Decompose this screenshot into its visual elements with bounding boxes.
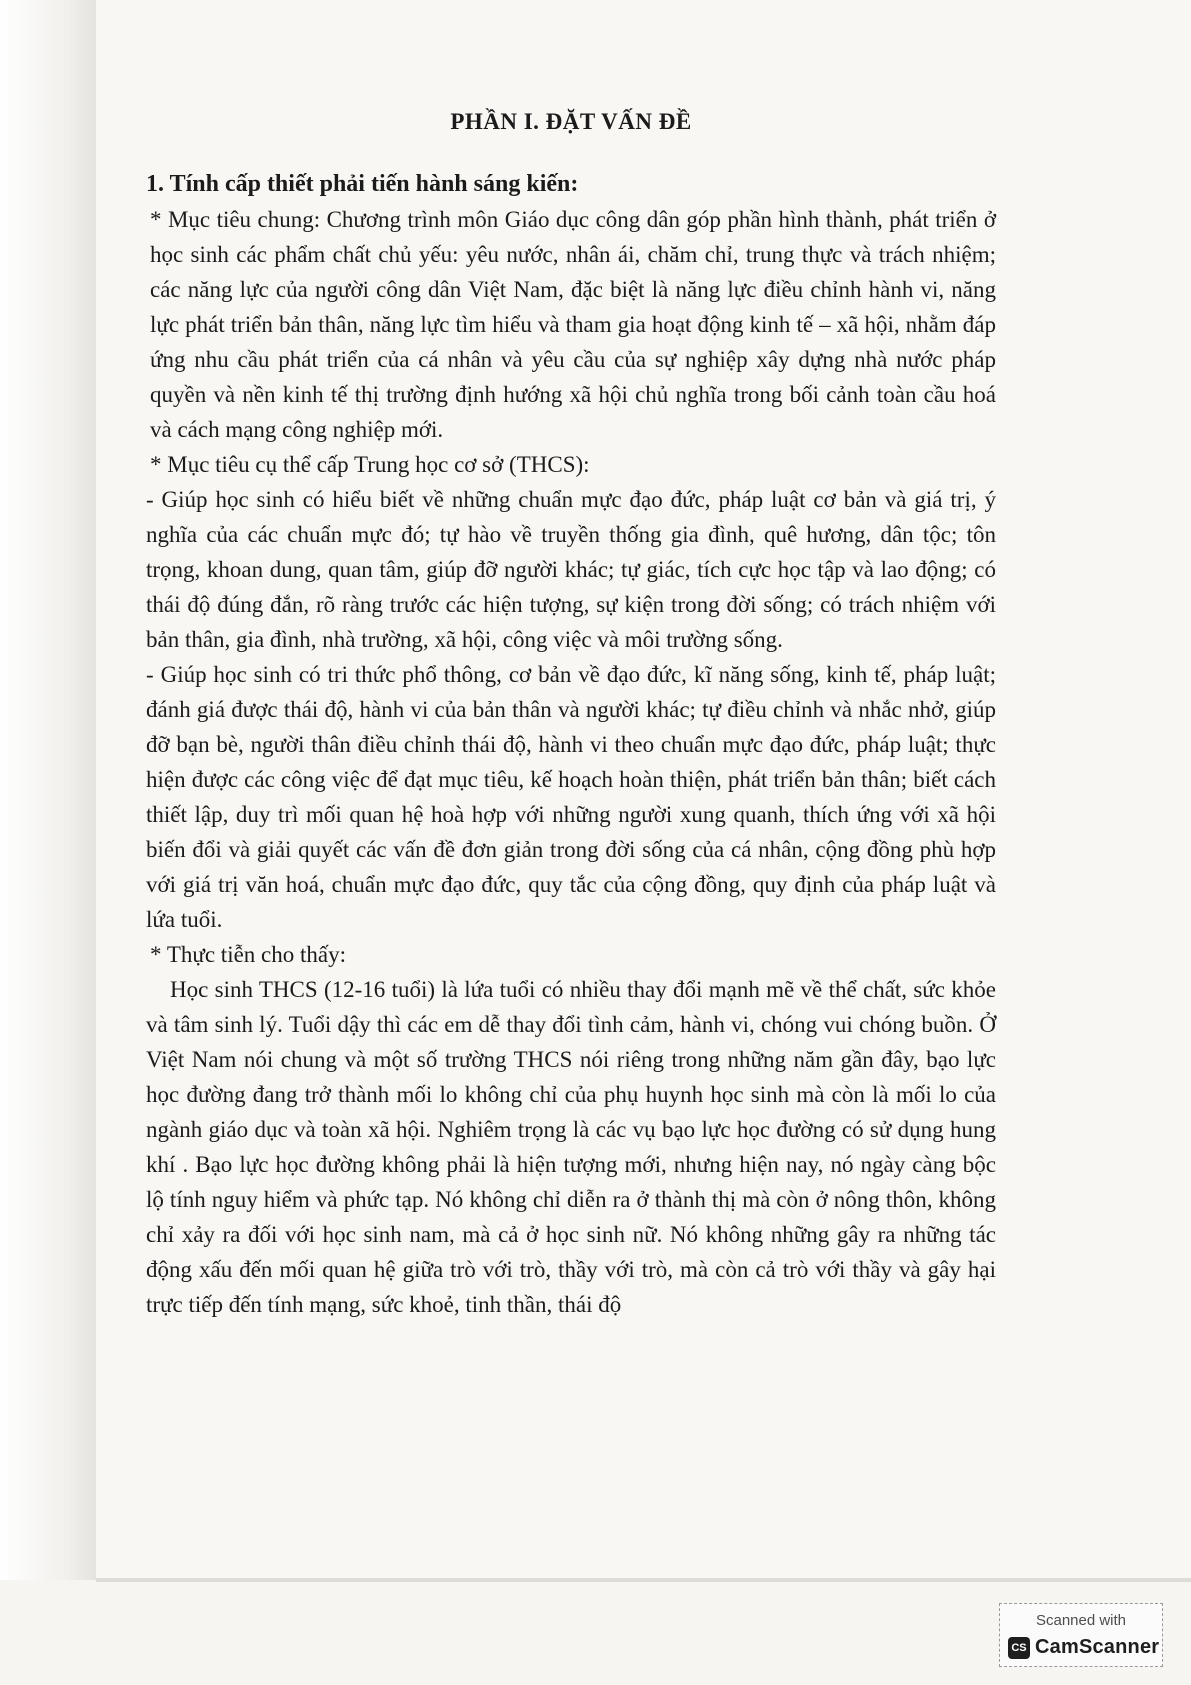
specific-goal-item-2: - Giúp học sinh có tri thức phổ thông, cơ bản về đạo đức, kĩ năng sống, kinh tế, pháp luật; đánh giá được thái độ, hành vi của bản thân và người khác; tự điều chỉnh và nhắc nhở, giúp đỡ bạn bè, người thân điều chỉnh thái độ, hành vi theo chuẩn mực đạo đức, pháp luật; thực hiện được các công việc để đạt mục tiêu, kế hoạch hoàn thiện, phát triển bản thân; biết cách thiết lập, duy trì mối quan hệ hoà hợp với những người xung quanh, thích ứng với xã hội biến đổi và giải quyết các vấn đề đơn giản trong đời sống của cá nhân, cộng đồng phù hợp với giá trị văn hoá, chuẩn mực đạo đức, quy tắc của cộng đồng, quy định của pháp luật và lứa tuổi. xyxy=(146,662,996,932)
document-body xyxy=(146,104,996,1322)
scan-bottom-edge xyxy=(96,1578,1191,1582)
camscanner-logo-icon: CS xyxy=(1008,1637,1030,1659)
camscanner-brand-row xyxy=(1008,1636,1159,1659)
scan-left-margin xyxy=(0,0,96,1580)
general-goal-paragraph: * Mục tiêu chung: Chương trình môn Giáo dục công dân góp phần hình thành, phát triển ở học sinh các phẩm chất chủ yếu: yêu nước, nhân ái, chăm chỉ, trung thực và trách nhiệm; các năng lực của người công dân Việt Nam, đặc biệt là năng lực điều chỉnh hành vi, năng lực phát triển bản thân, năng lực tìm hiểu và tham gia hoạt động kinh tế – xã hội, nhằm đáp ứng nhu cầu phát triển của cá nhân và yêu cầu của sự nghiệp xây dựng nhà nước pháp quyền và nền kinh tế thị trường định hướng xã hội chủ nghĩa trong bối cảnh toàn cầu hoá và cách mạng công nghiệp mới. xyxy=(150,207,996,442)
specific-goal-item-1: - Giúp học sinh có hiểu biết về những chuẩn mực đạo đức, pháp luật cơ bản và giá trị, ý nghĩa của các chuẩn mực đó; tự hào về truyền thống gia đình, quê hương, dân tộc; tôn trọng, khoan dung, quan tâm, giúp đỡ người khác; tự giác, tích cực học tập và lao động; có thái độ đúng đắn, rõ ràng trước các hiện tượng, sự kiện trong đời sống; có trách nhiệm với bản thân, gia đình, nhà trường, xã hội, công việc và môi trường sống. xyxy=(146,487,996,652)
reality-heading: * Thực tiễn cho thấy: xyxy=(150,942,346,967)
scanned-with-label: Scanned with xyxy=(1035,1612,1127,1629)
specific-goal-heading: * Mục tiêu cụ thể cấp Trung học cơ sở (THCS): xyxy=(150,452,590,477)
reality-paragraph: Học sinh THCS (12-16 tuổi) là lứa tuổi có nhiều thay đổi mạnh mẽ về thể chất, sức khỏe và tâm sinh lý. Tuổi dậy thì các em dễ thay đổi tình cảm, hành vi, chóng vui chóng buồn. Ở Việt Nam nói chung và một số trường THCS nói riêng trong những năm gần đây, bạo lực học đường đang trở thành mối lo không chỉ của phụ huynh học sinh mà còn là mối lo của ngành giáo dục và toàn xã hội. Nghiêm trọng là các vụ bạo lực học đường có sử dụng hung khí . Bạo lực học đường không phải là hiện tượng mới, nhưng hiện nay, nó ngày càng bộc lộ tính nguy hiểm và phức tạp. Nó không chỉ diễn ra ở thành thị mà còn ở nông thôn, không chỉ xảy ra đối với học sinh nam, mà cả ở học sinh nữ. Nó không những gây ra những tác động xấu đến mối quan hệ giữa trò với trò, thầy với trò, mà còn cả trò với thầy và gây hại trực tiếp đến tính mạng, sức khoẻ, tinh thần, thái độ xyxy=(146,977,996,1317)
page-title: PHẦN I. ĐẶT VẤN ĐỀ xyxy=(450,109,692,134)
camscanner-brand-name: CamScanner xyxy=(1035,1636,1160,1658)
section-heading: 1. Tính cấp thiết phải tiến hành sáng kiến: xyxy=(146,171,579,197)
camscanner-watermark xyxy=(999,1603,1163,1667)
